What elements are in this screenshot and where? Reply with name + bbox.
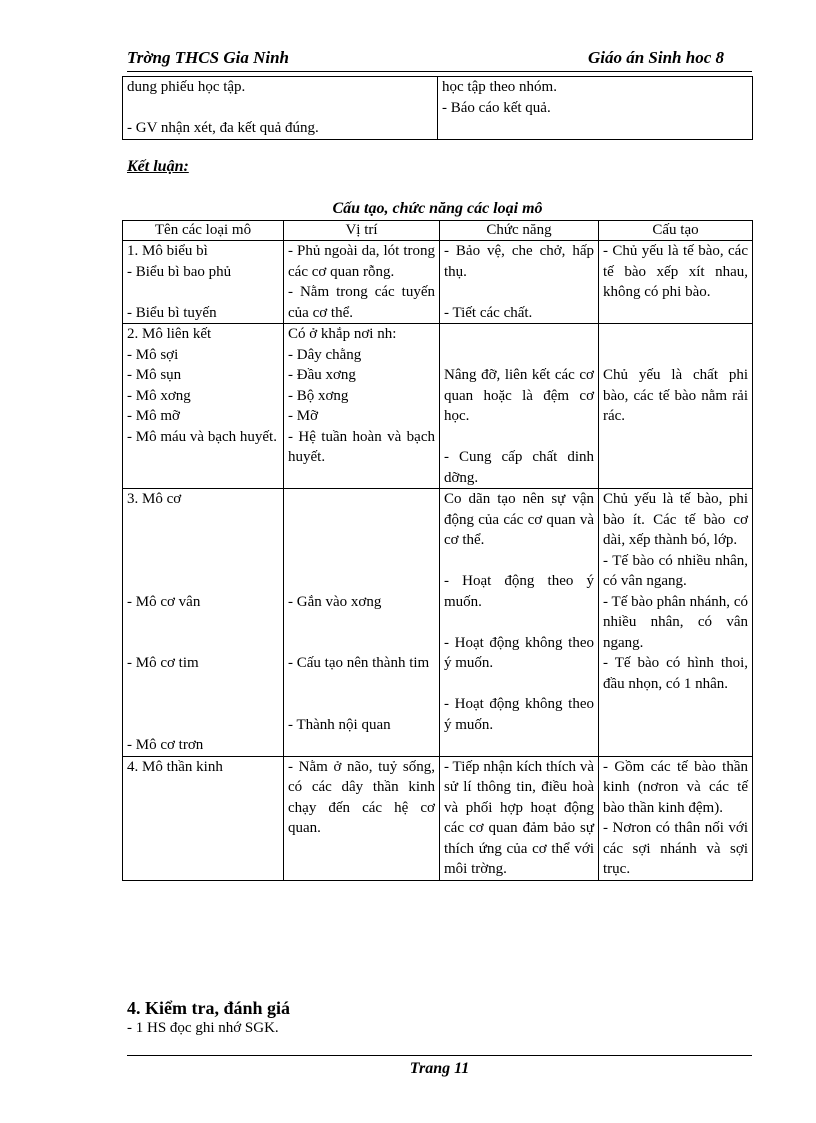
cell-text: - Hoạt động không theo ý muốn. (444, 696, 594, 733)
cell-gap (603, 324, 748, 345)
cell-gap (444, 324, 594, 345)
previous-table (122, 76, 753, 140)
cell-gap (288, 633, 435, 654)
cell-text: - Mô mỡ (127, 408, 180, 424)
page-number: Trang 11 (409, 1060, 470, 1077)
cell-text: - Đầu xơng (288, 367, 356, 383)
cell-gap (288, 571, 435, 592)
cell-text: - Tế bào có nhiều nhân, có vân ngang. (603, 552, 748, 589)
cell-gap (444, 612, 594, 633)
cell-gap (444, 345, 594, 366)
cell-gap (127, 694, 279, 715)
cell-text: - Hệ tuần hoàn và bạch huyết. (288, 428, 435, 465)
table-row (123, 489, 753, 757)
cell-text: - Bảo vệ, che chở, hấp thụ. (444, 243, 594, 280)
cell-name (123, 324, 284, 489)
cell-gap (288, 510, 435, 531)
cell-text: - Cung cấp chất dinh dỡng. (444, 449, 594, 486)
cell-text: - Tiếp nhận kích thích và sử lí thông tin, điều hoà và phối hợp hoạt động các cơ quan đảm bảo sự thích ứng của cơ thể với môi trờng. (444, 758, 594, 877)
cell-function (440, 241, 599, 324)
subject-title: Giáo án Sinh hoc 8 (587, 48, 724, 67)
column-header: Cấu tạo (599, 221, 753, 241)
cell-text: 3. Mô cơ (127, 491, 182, 507)
table-row (123, 324, 753, 489)
cell-gap (444, 735, 594, 756)
cell-gap (127, 510, 279, 531)
cell-function (440, 756, 599, 880)
prev-right-line: học tập theo nhóm. (442, 79, 557, 95)
cell-text: - Tiết các chất. (444, 304, 533, 321)
cell-text: - Tế bào phân nhánh, có nhiều nhân, có vân ngang. (603, 593, 748, 651)
cell-position (284, 756, 440, 880)
cell-text: Co dãn tạo nên sự vận động của các cơ quan và cơ thể. (444, 491, 594, 548)
cell-text: Chủ yếu là chất phi bào, các tế bào nằm rải rác. (603, 367, 748, 424)
school-name: Trờng THCS Gia Ninh (127, 48, 290, 67)
cell-text: - Tế bào có hình thoi, đầu nhọn, có 1 nhân. (603, 655, 748, 692)
cell-position (284, 489, 440, 757)
section-note: - 1 HS đọc ghi nhớ SGK. (127, 1020, 279, 1036)
cell-gap (127, 674, 279, 695)
cell-gap (288, 612, 435, 633)
column-header: Vị trí (284, 221, 440, 241)
header-rule (127, 71, 752, 72)
column-header: Tên các loại mô (123, 221, 284, 241)
table-caption: Cấu tạo, chức năng các loại mô (332, 200, 543, 217)
cell-text: - Nằm trong các tuyến của cơ thể. (288, 284, 435, 321)
cell-name (123, 756, 284, 880)
cell-gap (444, 674, 594, 695)
cell-text: - Mô cơ vân (127, 593, 201, 610)
prev-right-cell (438, 77, 753, 140)
cell-structure (599, 489, 753, 757)
cell-gap (444, 282, 594, 303)
cell-position (284, 241, 440, 324)
tissue-table (122, 220, 753, 881)
table-row (123, 241, 753, 324)
cell-text: - Nằm ở não, tuỷ sống, có các dây thần kinh chạy đến các hệ cơ quan. (288, 758, 435, 836)
cell-text: - Hoạt động không theo ý muốn. (444, 634, 594, 671)
cell-text: - Mô sụn (127, 367, 182, 383)
cell-text: - Phủ ngoài da, lót trong các cơ quan rỗng. (288, 243, 435, 280)
section-title: 4. Kiểm tra, đánh giá (127, 998, 291, 1018)
cell-text: - Nơron có thân nối với các sợi nhánh và sợi trục. (603, 820, 748, 877)
conclusion-label: Kết luận: (127, 158, 189, 175)
cell-gap (288, 489, 435, 510)
cell-text: 2. Mô liên kết (127, 326, 212, 342)
footer-rule (127, 1055, 752, 1056)
cell-text: Nâng đỡ, liên kết các cơ quan hoặc là đệm cơ học. (444, 367, 594, 424)
cell-text: - Mô máu và bạch huyết. (127, 428, 277, 445)
cell-gap (288, 551, 435, 572)
page-header (127, 48, 752, 70)
cell-text: - Mô cơ trơn (127, 737, 204, 753)
cell-text: - Thành nội quan (288, 716, 391, 733)
cell-text: - Gắn vào xơng (288, 593, 382, 610)
cell-text: - Biểu bì bao phủ (127, 263, 232, 280)
cell-text: Chủ yếu là tế bào, phi bào ít. Các tế bào cơ dài, xếp thành bó, lớp. (603, 491, 748, 548)
table-header-row (123, 221, 753, 241)
prev-left-gap (127, 98, 433, 119)
cell-function (440, 489, 599, 757)
cell-gap (444, 551, 594, 572)
cell-position (284, 324, 440, 489)
cell-gap (444, 427, 594, 448)
cell-name (123, 489, 284, 757)
cell-text: - Cấu tạo nên thành tim (288, 655, 430, 671)
cell-text: - Mô cơ tim (127, 655, 199, 671)
cell-text: - Chủ yếu là tế bào, các tế bào xếp xít nhau, không có phi bào. (603, 243, 748, 300)
cell-gap (127, 612, 279, 633)
cell-gap (127, 551, 279, 572)
cell-gap (127, 282, 279, 303)
cell-gap (288, 674, 435, 695)
cell-structure (599, 241, 753, 324)
cell-text: Có ở khắp nơi nh: (288, 326, 397, 342)
cell-gap (288, 530, 435, 551)
column-header: Chức năng (440, 221, 599, 241)
cell-text: - Mỡ (288, 408, 319, 424)
cell-structure (599, 756, 753, 880)
table-row (123, 756, 753, 880)
cell-structure (599, 324, 753, 489)
cell-text: 4. Mô thần kinh (127, 758, 223, 775)
cell-text: 1. Mô biểu bì (127, 243, 208, 259)
cell-text: - Biểu bì tuyến (127, 304, 217, 321)
cell-text: - Dây chằng (288, 346, 362, 363)
prev-right-line: - Báo cáo kết quả. (442, 99, 551, 116)
cell-text: - Mô xơng (127, 387, 191, 404)
cell-text: - Gồm các tế bào thần kinh (nơron và các tế bào thần kinh đệm). (603, 758, 748, 816)
cell-gap (603, 345, 748, 366)
cell-function (440, 324, 599, 489)
cell-text: - Mô sợi (127, 346, 179, 363)
cell-gap (127, 571, 279, 592)
cell-text: - Bộ xơng (288, 387, 349, 404)
cell-text: - Hoạt động theo ý muốn. (444, 573, 594, 610)
cell-gap (127, 633, 279, 654)
cell-gap (288, 694, 435, 715)
prev-left-line: dung phiếu học tập. (127, 79, 246, 95)
prev-left-cell (123, 77, 438, 140)
cell-gap (127, 715, 279, 736)
prev-left-line: - GV nhận xét, đa kết quả đúng. (127, 120, 319, 136)
cell-gap (127, 530, 279, 551)
cell-name (123, 241, 284, 324)
